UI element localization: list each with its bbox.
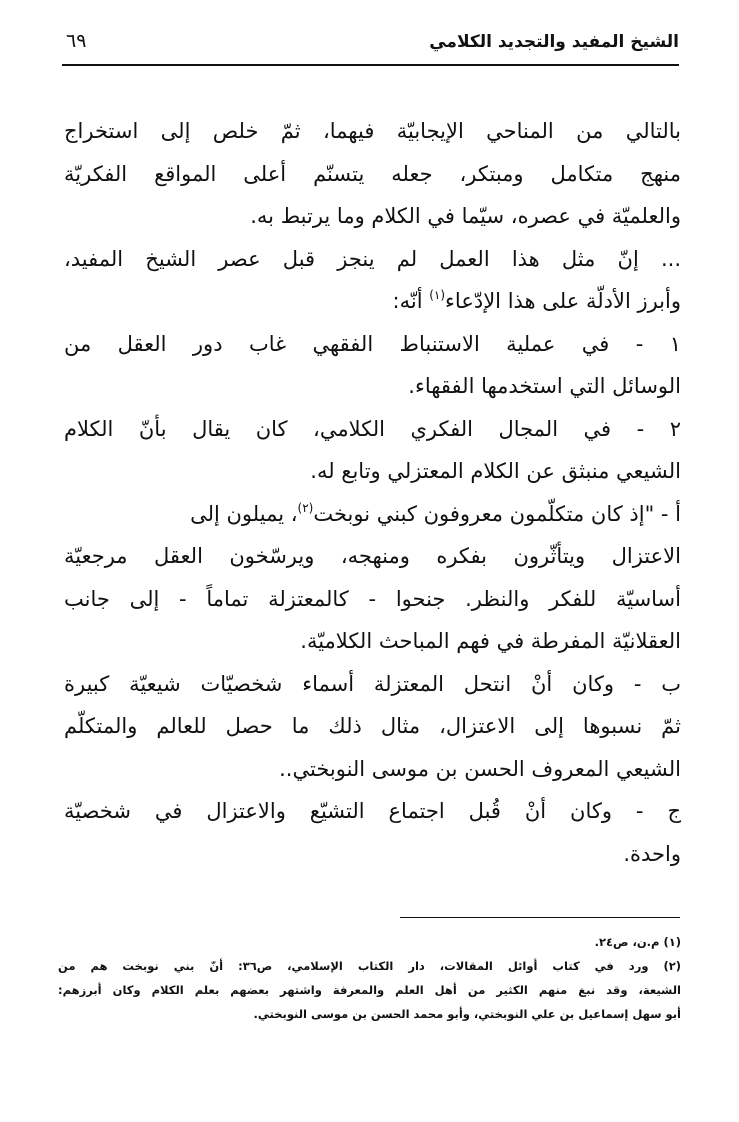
footnote-2-line: الشيعة، وقد نبغ منهم الكثير من أهل العلم والمعرفة واشتهر بعضهم بعلم الكلام وكان أبرزهم: xyxy=(58,983,681,997)
text-line: العقلانيّة المفرطة في فهم المباحث الكلاميّة. xyxy=(300,629,681,653)
text-line: بالتالي من المناحي الإيجابيّة فيهما، ثمّ خلص إلى استخراج xyxy=(64,119,681,143)
running-title: الشيخ المفيد والتجديد الكلامي xyxy=(429,32,679,52)
footnote-2-line: أبو سهل إسماعيل بن علي النوبختي، وأبو محمد الحسن بن موسى النوبختي. xyxy=(253,1007,681,1021)
text-line: الشيعي منبثق عن الكلام المعتزلي وتابع له. xyxy=(310,459,681,483)
text-line: الوسائل التي استخدمها الفقهاء. xyxy=(408,374,681,398)
text-line: منهج متكامل ومبتكر، جعله يتسنّم أعلى المواقع الفكريّة xyxy=(64,161,681,186)
text-line: ١ - في عملية الاستنباط الفقهي غاب دور العقل من xyxy=(64,331,681,356)
text-line: ب - وكان أنْ انتحل المعتزلة أسماء شخصيّات شيعيّة كبيرة xyxy=(64,671,681,696)
running-header xyxy=(62,30,679,66)
text-line: أساسيّة للفكر والنظر. جنحوا - كالمعتزلة تماماً - إلى جانب xyxy=(64,586,681,611)
footnote-ref-2: (٢) xyxy=(297,500,314,515)
text-line: الاعتزال ويتأثّرون بفكره ومنهجه، ويرسّخون العقل مرجعيّة xyxy=(64,544,681,568)
footnotes xyxy=(58,930,681,1026)
text-line: واحدة. xyxy=(623,841,681,866)
text-segment: أ - "إذ كان متكلّمون معروفون كبني نوبخت xyxy=(313,501,681,526)
page-number: ٦٩ xyxy=(66,30,87,52)
footnote-ref-1: (١) xyxy=(429,288,446,302)
footnote-2-line: (٢) ورد في كتاب أوائل المقالات، دار الكتاب الإسلامي، ص٣٦: أنّ بني نوبخت هم من xyxy=(58,959,681,973)
text-line: ج - وكان أنْ قُبل اجتماع التشيّع والاعتزال في شخصيّة xyxy=(64,799,681,823)
text-line: والعلميّة في عصره، سيّما في الكلام وما يرتبط به. xyxy=(250,204,681,228)
text-line: الشيعي المعروف الحسن بن موسى النوبختي.. xyxy=(279,756,681,781)
text-segment: ، يميلون إلى xyxy=(190,501,298,526)
text-segment: وأبرز الأدلّة على هذا الإدّعاء xyxy=(445,289,681,313)
main-text xyxy=(64,110,681,875)
text-line-with-footnote xyxy=(64,493,681,536)
text-line: ... إنّ مثل هذا العمل لم ينجز قبل عصر الشيخ المفيد، xyxy=(64,246,681,271)
text-line: ٢ - في المجال الفكري الكلامي، كان يقال بأنّ الكلام xyxy=(64,416,681,441)
footnote-divider xyxy=(400,917,680,918)
text-line-with-footnote xyxy=(64,280,681,323)
footnote-1: (١) م.ن، ص٢٤. xyxy=(594,935,681,949)
text-line: ثمّ نسبوها إلى الاعتزال، مثال ذلك ما حصل للعالم والمتكلّم xyxy=(64,714,681,738)
text-segment: أنّه: xyxy=(392,289,423,313)
